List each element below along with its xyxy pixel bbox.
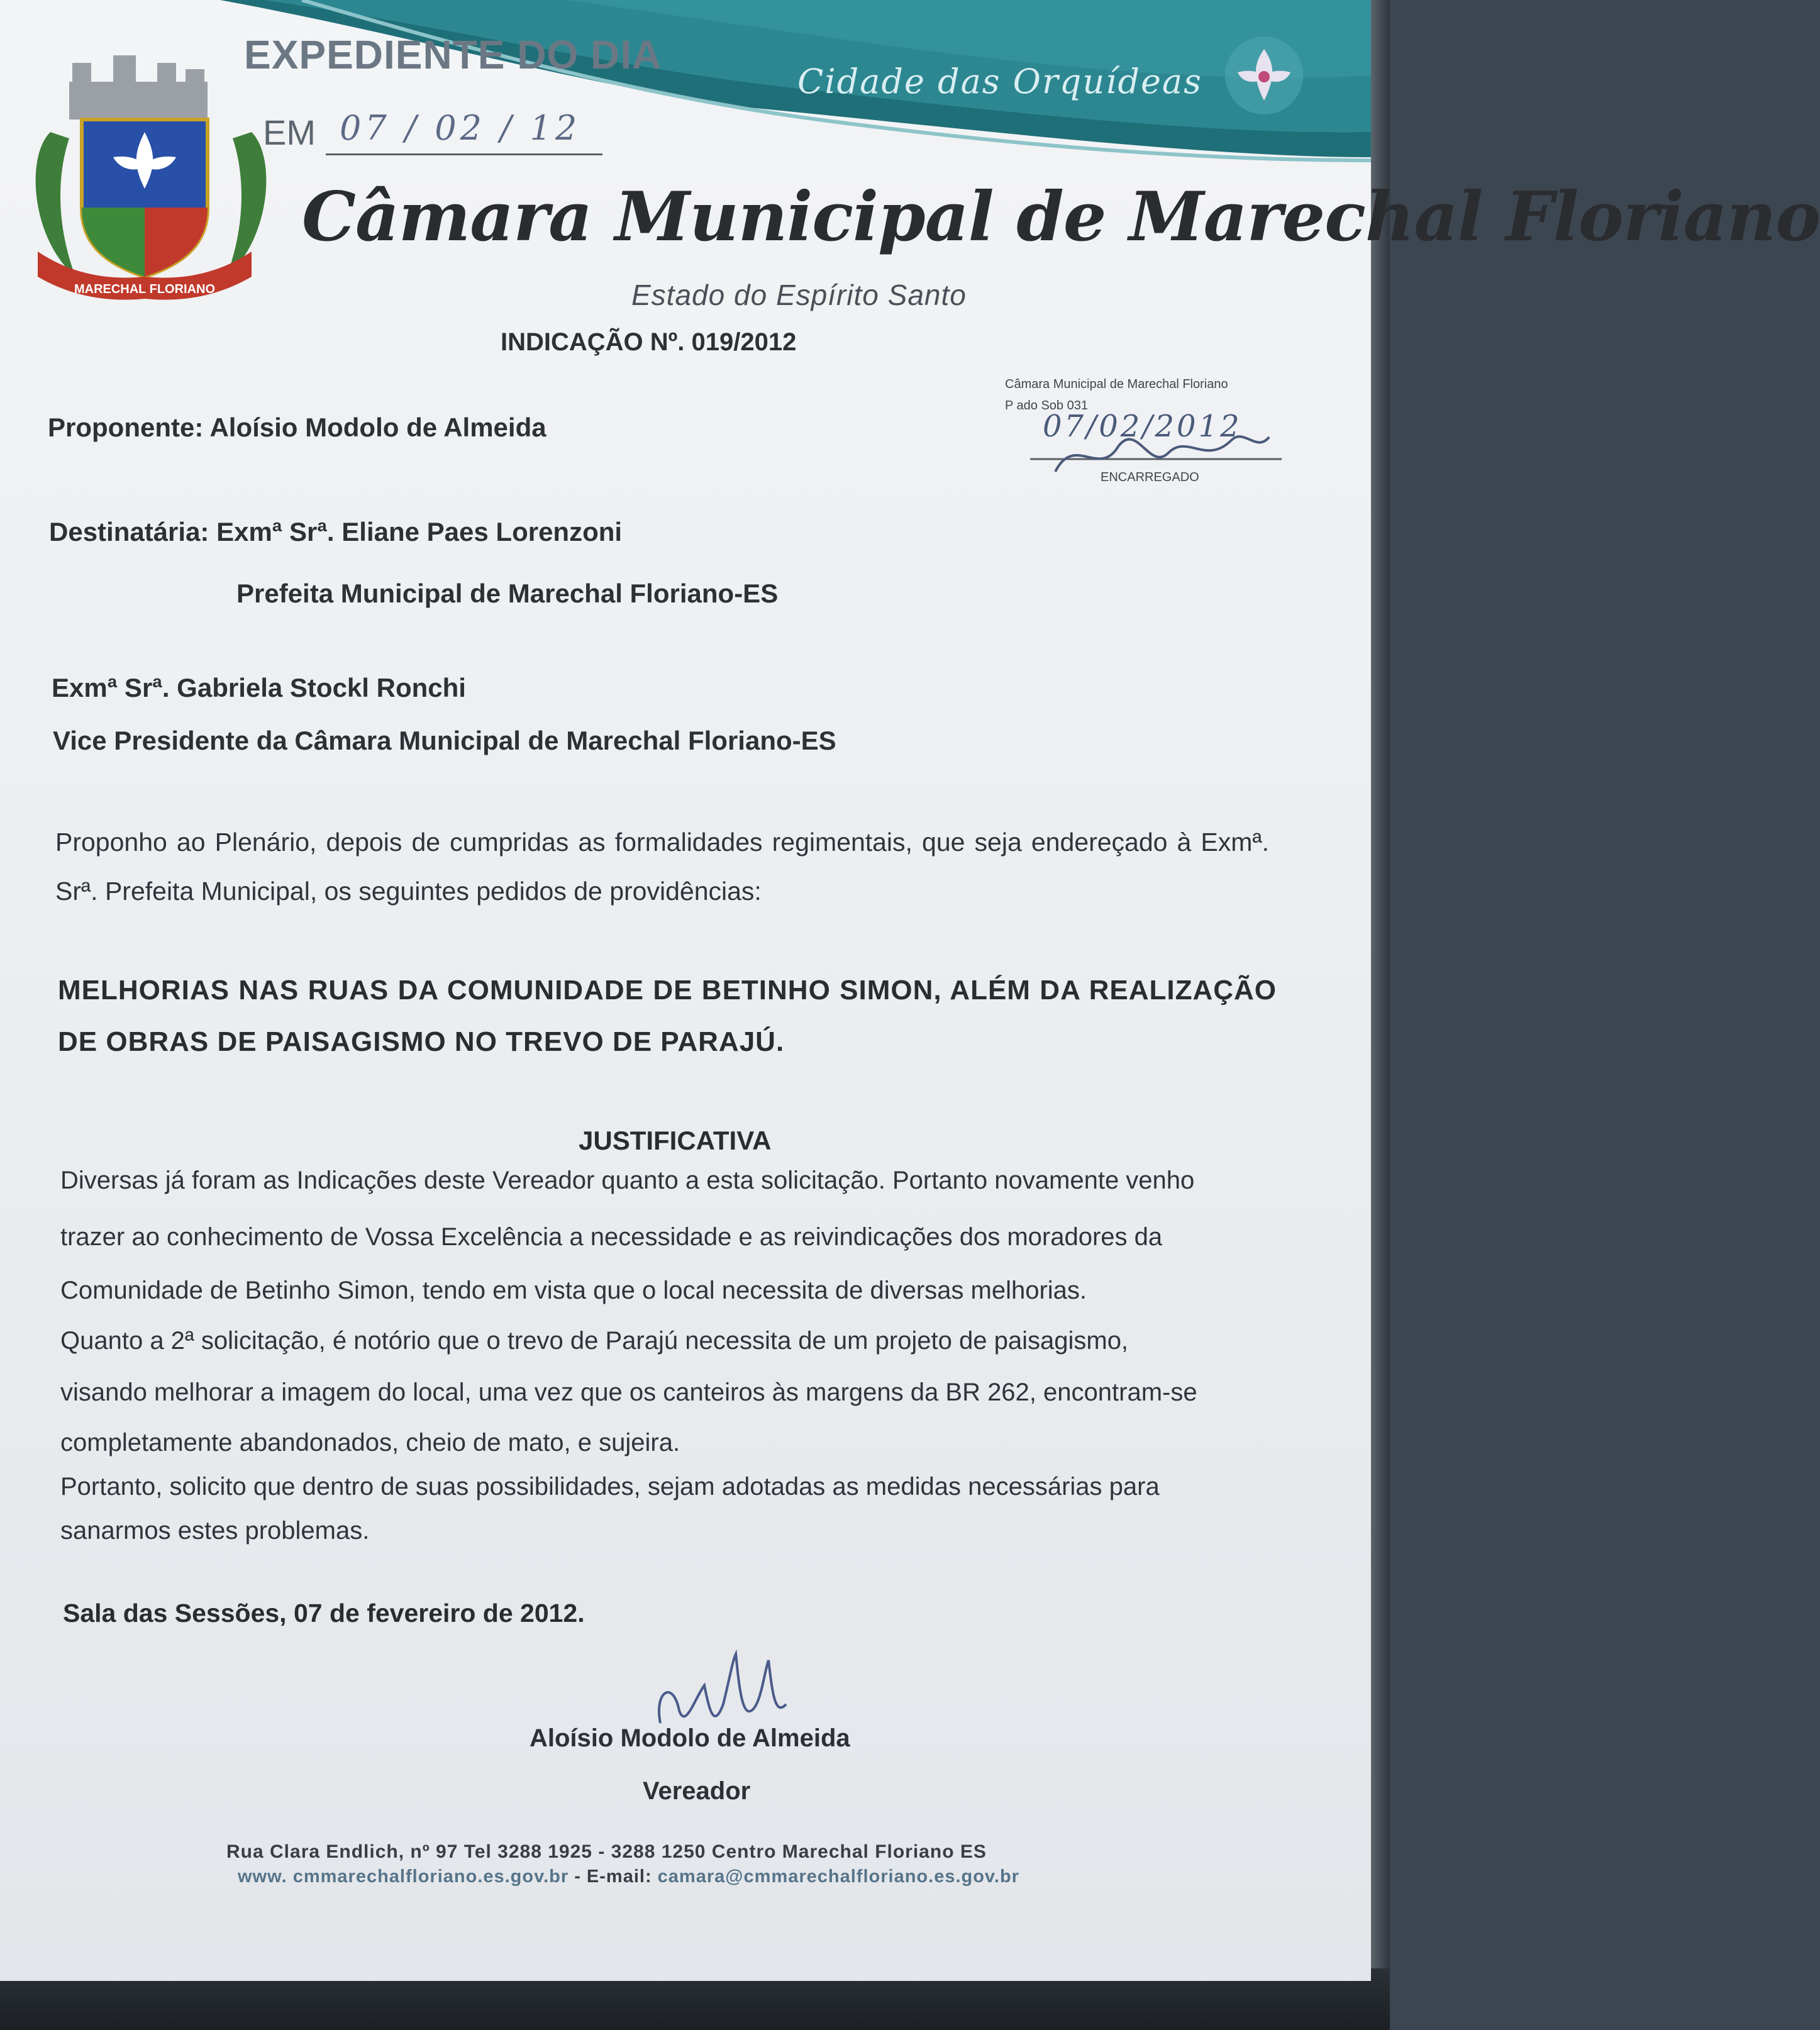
- closing-date-line: Sala das Sessões, 07 de fevereiro de 2012.: [63, 1599, 585, 1628]
- recipient-role: Prefeita Municipal de Marechal Floriano-ES: [236, 579, 779, 608]
- state-name: Estado do Espírito Santo: [631, 279, 967, 311]
- recipient-name: Exmª Srª. Eliane Paes Lorenzoni: [216, 517, 623, 546]
- expediente-underline: [326, 153, 602, 155]
- recipient-line: [49, 517, 622, 547]
- justification-line: sanarmos estes problemas.: [60, 1517, 370, 1545]
- document-title: INDICAÇÃO Nº. 019/2012: [501, 328, 797, 356]
- justification-line: Portanto, solicito que dentro de suas possibilidades, sejam adotadas as medidas necessárias para: [60, 1473, 1160, 1500]
- recipient-label: Destinatária:: [49, 517, 209, 546]
- footer-contacts: [238, 1866, 1019, 1887]
- footer-website-link[interactable]: www. cmmarechalfloriano.es.gov.br: [238, 1866, 569, 1887]
- expediente-date-label: EM: [263, 113, 316, 152]
- justification-line: Comunidade de Betinho Simon, tendo em vista que o local necessita de diversas melhorias.: [60, 1277, 1087, 1304]
- proponent-label: Proponente:: [48, 413, 204, 442]
- signer-role: Vereador: [643, 1777, 751, 1805]
- footer-email-link[interactable]: camara@cmmarechalfloriano.es.gov.br: [657, 1866, 1019, 1887]
- footer-address: Rua Clara Endlich, nº 97 Tel 3288 1925 - 3288 1250 Centro Marechal Floriano ES: [226, 1841, 987, 1862]
- coat-of-arms-icon: [36, 55, 267, 300]
- city-slogan: Cidade das Orquídeas: [797, 62, 1202, 101]
- stamp-date: 07/02/2012: [1043, 409, 1242, 444]
- copy-to-name: Exmª Srª. Gabriela Stockl Ronchi: [52, 673, 466, 702]
- justification-line: completamente abandonados, cheio de mato, e sujeira.: [60, 1429, 680, 1456]
- justification-line: Quanto a 2ª solicitação, é notório que o trevo de Parajú necessita de um projeto de paisagismo,: [60, 1327, 1129, 1355]
- expediente-date: 07 / 02 / 12: [340, 108, 581, 148]
- justification-title: JUSTIFICATIVA: [579, 1126, 772, 1155]
- justification-line: trazer ao conhecimento de Vossa Excelência a necessidade e as reivindicações dos moradores da: [60, 1223, 1163, 1251]
- request-text: MELHORIAS NAS RUAS DA COMUNIDADE DE BETINHO SIMON, ALÉM DA REALIZAÇÃO DE OBRAS DE PAISAGISMO NO TREVO DE PARAJÚ.: [58, 975, 1277, 1057]
- orchid-icon: [1225, 36, 1303, 114]
- justification-line: Diversas já foram as Indicações deste Vereador quanto a esta solicitação. Portanto novamente venho: [60, 1167, 1195, 1194]
- expediente-stamp-label: EXPEDIENTE DO DIA: [244, 32, 662, 77]
- protocol-stamp: [1005, 377, 1307, 491]
- stamp-organization: Câmara Municipal de Marechal Floriano: [1005, 377, 1228, 391]
- proponent-line: [48, 413, 547, 443]
- proponent-name: Aloísio Modolo de Almeida: [209, 413, 547, 442]
- intro-paragraph: Proponho ao Plenário, depois de cumpridas as formalidades regimentais, que seja endereçado à Exmª. Srª. Prefeita Municipal, os seguintes pedidos de providências:: [55, 828, 1269, 906]
- chamber-name: Câmara Municipal de Marechal Floriano: [302, 177, 1820, 257]
- justification-line: visando melhorar a imagem do local, uma vez que os canteiros às margens da BR 262, encontram-se: [60, 1378, 1197, 1406]
- stamp-number: P ado Sob 031: [1005, 399, 1088, 413]
- svg-text:MARECHAL FLORIANO: MARECHAL FLORIANO: [74, 282, 216, 296]
- copy-to-role: Vice Presidente da Câmara Municipal de Marechal Floriano-ES: [53, 726, 836, 755]
- footer-email-label: - E-mail:: [569, 1866, 658, 1887]
- stamp-role: ENCARREGADO: [1101, 470, 1199, 484]
- signer-name: Aloísio Modolo de Almeida: [530, 1724, 850, 1752]
